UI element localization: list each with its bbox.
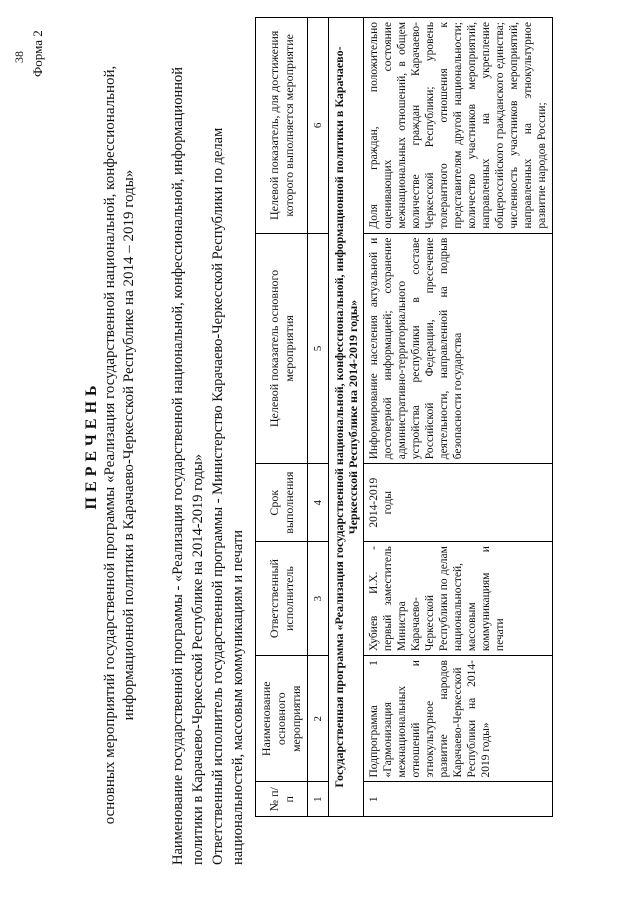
row-indicator-cell: Информирование населения актуальной и достоверной информацией; сохранение административно-территориального устройства республики в составе Российской Федерации, пресечение деятельности, направленной на подрыв безопасности государства <box>364 233 553 464</box>
column-number-row <box>308 18 329 817</box>
row-term-cell: 2014-2019 годы <box>364 464 553 542</box>
row-executor-cell: Хубиев И.Х. - первый заместитель Министра Карачаево-Черкесской Республики по делам национальностей, массовым коммуникациям и печати <box>364 542 553 656</box>
column-number: 2 <box>308 656 329 782</box>
program-title-row <box>329 18 364 817</box>
header-term: Срок выполнения <box>256 464 308 542</box>
column-number: 6 <box>308 18 329 234</box>
header-name: Наименование основного мероприятия <box>256 656 308 782</box>
header-executor: Ответственный исполнитель <box>256 542 308 656</box>
header-target: Целевой показатель, для достижения которого выполняется мероприятие <box>256 18 308 234</box>
page-number: 38 <box>12 51 26 63</box>
title-heading: ПЕРЕЧЕНЬ <box>83 380 100 510</box>
row-target-cell: Доля граждан, положительно оценивающих состояние межнациональных отношений, в общем количестве граждан Карачаево-Черкесской Республики; уровень толерантного отношения к представителям другой национальности; количество участников мероприятий, направленных на укрепление общероссийского гражданского единства; численность участников мероприятий, направленных на этнокультурное развитие народов России; <box>364 18 553 234</box>
table-row <box>364 18 553 817</box>
program-name-text: Наименование государственной программы - «Реализация государственной национальной, конфессиональной, информационной политики в Карачаево-Черкесской Республике на 2014-2019 годы» <box>170 67 206 865</box>
row-num-cell: 1 <box>364 782 553 817</box>
document-title <box>82 65 139 825</box>
column-number: 5 <box>308 233 329 464</box>
title-line-2: информационной политики в Карачаево-Черкесской Республике на 2014 – 2019 годы» <box>121 169 137 721</box>
program-title-cell: Государственная программа «Реализация государственной национальной, конфессиональной, информационной политики в Карачаево-Черкесской Республике на 2014-2019 годы» <box>329 18 364 817</box>
header-indicator: Целевой показатель основного мероприятия <box>256 233 308 464</box>
activities-table <box>255 17 553 817</box>
row-name-cell: Подпрограмма 1 «Гармонизация межнациональных отношений и этнокультурное развитие народов Карачаево-Черкесской Республики на 2014-2019 годы» <box>364 656 553 782</box>
column-number: 3 <box>308 542 329 656</box>
title-line-1: основных мероприятий государственной программы «Реализация государственной национальной, конфессиональной, <box>102 65 118 825</box>
column-number: 1 <box>308 782 329 817</box>
column-number: 4 <box>308 464 329 542</box>
program-executor-text: Ответственный исполнитель государственной программы - Министерство Карачаево-Черкесской Республики по делам национальностей, массовым коммуникациям и печати <box>210 127 246 865</box>
table-header-row <box>256 18 308 817</box>
form-label: Форма 2 <box>30 30 45 77</box>
program-intro <box>168 25 248 865</box>
header-num: № п/п <box>256 782 308 817</box>
